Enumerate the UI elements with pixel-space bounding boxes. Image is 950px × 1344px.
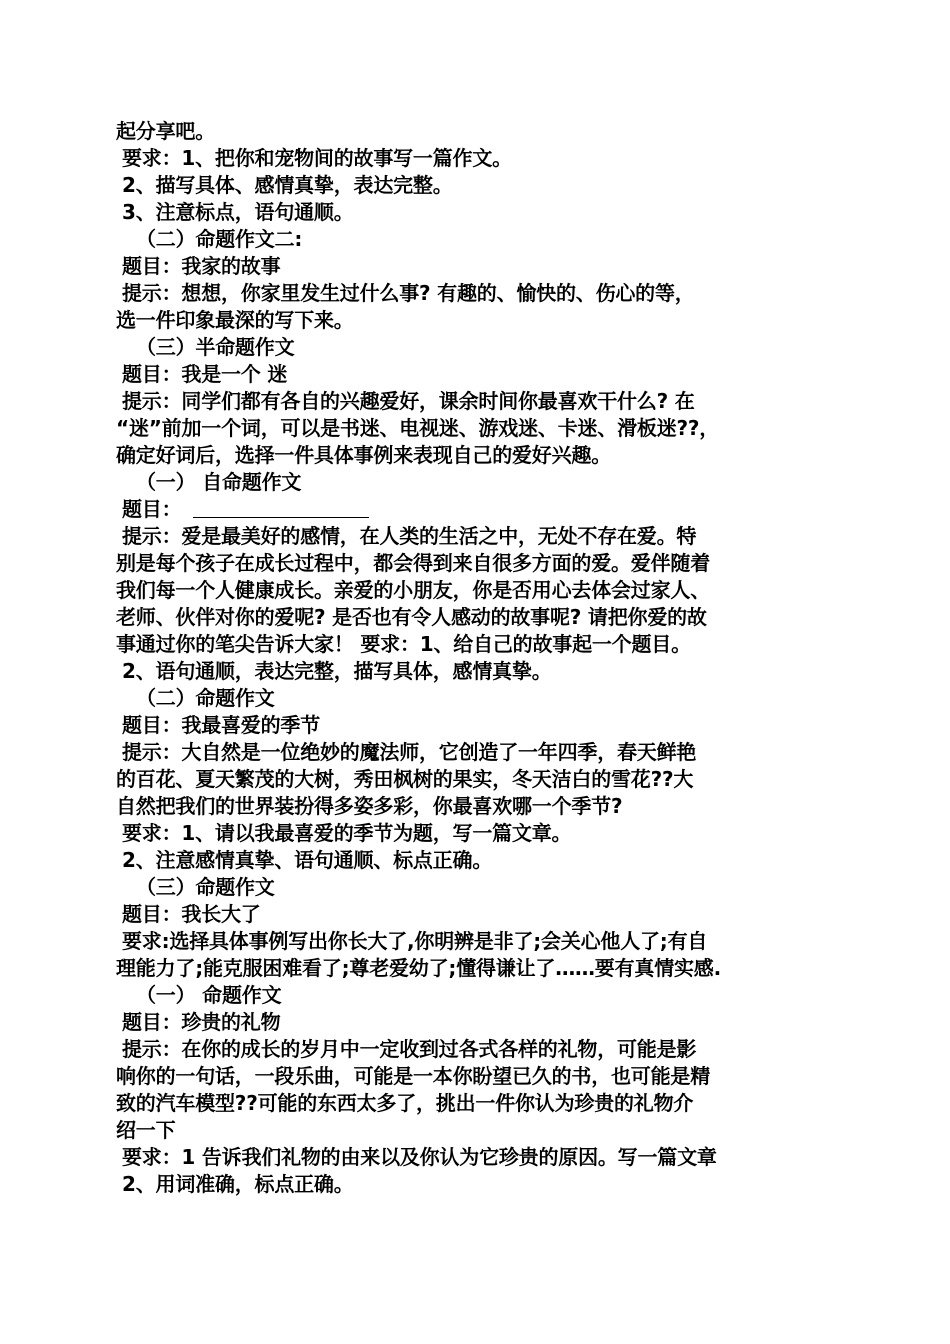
text-line-content: 的百花、夏天繁茂的大树，秀田枫树的果实，冬天洁白的雪花??大 <box>116 767 694 791</box>
text-line-content: 题目： <box>122 497 182 521</box>
text-line-content: 提示：大自然是一位绝妙的魔法师，它创造了一年四季，春天鲜艳 <box>122 740 697 764</box>
text-line-content: （三）命题作文 <box>136 875 275 899</box>
text-line <box>116 442 841 469</box>
text-line-content: 我们每一个人健康成长。亲爱的小朋友，你是否用心去体会过家人、 <box>116 578 710 602</box>
text-line-content: 2、语句通顺，表达完整，描写具体，感情真挚。 <box>122 659 552 683</box>
text-line-content: 2、用词准确，标点正确。 <box>122 1172 354 1196</box>
text-line-content: 题目：我长大了 <box>122 902 261 926</box>
text-line-content: 要求:选择具体事例写出你长大了,你明辨是非了;会关心他人了;有自 <box>122 929 708 953</box>
text-line <box>116 847 841 874</box>
text-line <box>116 820 841 847</box>
text-line <box>116 199 841 226</box>
text-line-content: 2、注意感情真挚、语句通顺、标点正确。 <box>122 848 493 872</box>
text-line-content: 事通过你的笔尖告诉大家！ 要求：1、给自己的故事起一个题目。 <box>116 632 691 656</box>
text-line-content: 致的汽车模型??可能的东西太多了，挑出一件你认为珍贵的礼物介 <box>116 1091 694 1115</box>
text-line <box>116 280 841 307</box>
text-line <box>116 361 841 388</box>
text-line <box>116 253 841 280</box>
text-line-content: （一） 命题作文 <box>136 983 282 1007</box>
text-line-content: 要求：1、把你和宠物间的故事写一篇作文。 <box>122 146 512 170</box>
text-line-content: 理能力了;能克服困难看了;尊老爱幼了;懂得谦让了……要有真情实感. <box>116 956 721 980</box>
text-line <box>116 1036 841 1063</box>
text-line <box>116 793 841 820</box>
document-body <box>116 118 841 1198</box>
text-line-content: 要求：1 告诉我们礼物的由来以及你认为它珍贵的原因。写一篇文章 <box>122 1145 717 1169</box>
text-line-content: 绍一下 <box>116 1118 176 1142</box>
text-line-content: 题目：珍贵的礼物 <box>122 1010 281 1034</box>
text-line <box>116 496 841 523</box>
text-line <box>116 631 841 658</box>
text-line <box>116 1090 841 1117</box>
text-line-content: 选一件印象最深的写下来。 <box>116 308 354 332</box>
text-line-content: （三）半命题作文 <box>136 335 295 359</box>
text-line-content: 确定好词后，选择一件具体事例来表现自己的爱好兴趣。 <box>116 443 611 467</box>
text-line-content: 提示：在你的成长的岁月中一定收到过各式各样的礼物，可能是影 <box>122 1037 697 1061</box>
text-line <box>116 1009 841 1036</box>
text-line <box>116 415 841 442</box>
text-line-content: 老师、伙伴对你的爱呢? 是否也有令人感动的故事呢? 请把你爱的故 <box>116 605 707 629</box>
text-line-content: “迷”前加一个词，可以是书迷、电视迷、游戏迷、卡迷、滑板迷??， <box>116 416 720 440</box>
text-line <box>116 145 841 172</box>
text-line-content: 别是每个孩子在成长过程中，都会得到来自很多方面的爱。爱伴随着 <box>116 551 710 575</box>
text-line <box>116 685 841 712</box>
text-line <box>116 901 841 928</box>
text-line <box>116 307 841 334</box>
text-line <box>116 712 841 739</box>
text-line <box>116 1171 841 1198</box>
text-line <box>116 766 841 793</box>
text-line <box>116 604 841 631</box>
text-line <box>116 523 841 550</box>
text-line <box>116 388 841 415</box>
text-line-content: 题目：我家的故事 <box>122 254 281 278</box>
text-line <box>116 577 841 604</box>
text-line-content: （一） 自命题作文 <box>136 470 302 494</box>
text-line-content: 提示：想想，你家里发生过什么事? 有趣的、愉快的、伤心的等， <box>122 281 695 305</box>
text-line <box>116 1117 841 1144</box>
text-line <box>116 550 841 577</box>
text-line-content: 要求：1、请以我最喜爱的季节为题，写一篇文章。 <box>122 821 572 845</box>
text-line <box>116 982 841 1009</box>
text-line-content: （二）命题作文二: <box>136 227 303 251</box>
text-line-content: 题目：我最喜爱的季节 <box>122 713 320 737</box>
text-line <box>116 469 841 496</box>
text-line <box>116 955 841 982</box>
text-line-content: 3、注意标点，语句通顺。 <box>122 200 354 224</box>
text-line <box>116 739 841 766</box>
text-line <box>116 118 841 145</box>
text-line <box>116 658 841 685</box>
text-line-content: 起分享吧。 <box>116 119 215 143</box>
text-line <box>116 874 841 901</box>
text-line-content: （二）命题作文 <box>136 686 275 710</box>
text-line <box>116 1144 841 1171</box>
text-line-content: 题目：我是一个 迷 <box>122 362 288 386</box>
text-line <box>116 226 841 253</box>
text-line <box>116 172 841 199</box>
text-line <box>116 928 841 955</box>
fill-in-blank <box>193 497 369 518</box>
text-line <box>116 334 841 361</box>
text-line-content: 提示：同学们都有各自的兴趣爱好，课余时间你最喜欢干什么? 在 <box>122 389 695 413</box>
text-line-content: 响你的一句话，一段乐曲，可能是一本你盼望已久的书，也可能是精 <box>116 1064 710 1088</box>
text-line-content: 提示：爱是最美好的感情，在人类的生活之中，无处不存在爱。特 <box>122 524 697 548</box>
text-line-content: 自然把我们的世界装扮得多姿多彩，你最喜欢哪一个季节? <box>116 794 623 818</box>
text-line-content: 2、描写具体、感情真挚，表达完整。 <box>122 173 453 197</box>
text-line <box>116 1063 841 1090</box>
